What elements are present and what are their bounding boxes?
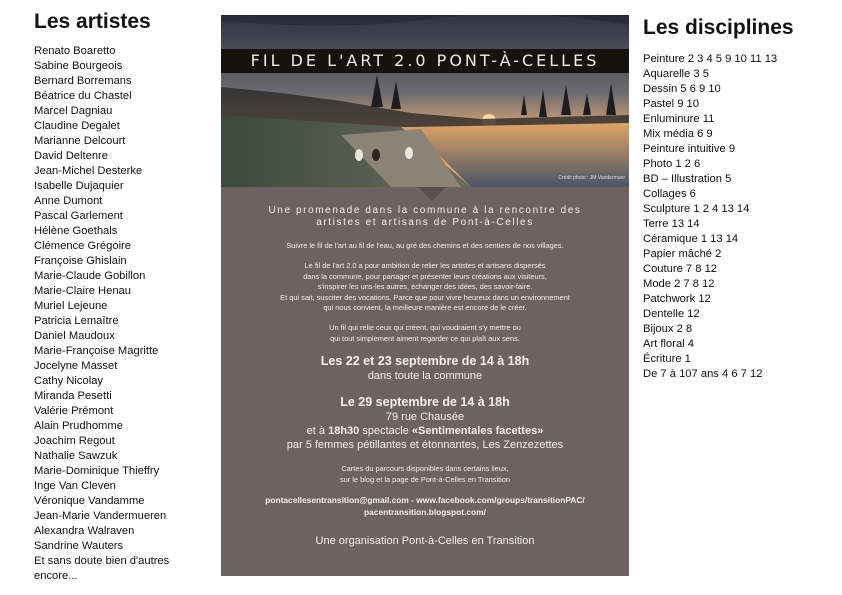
artist-name: Patricia Lemaître (34, 315, 119, 327)
ambition-line: qui nous convient, la meilleure manière est encore de le créer. (323, 303, 527, 313)
artist-name: Marcel Dagniau (34, 105, 113, 117)
date-weekend-location: dans toute la commune (367, 370, 483, 383)
discipline-item: Enluminure 11 (643, 113, 715, 125)
discipline-item: Peinture 2 3 4 5 9 10 11 13 (643, 53, 778, 65)
date-29: Le 29 septembre de 14 à 18h (340, 395, 510, 410)
date-29-address: 79 rue Chausée (385, 411, 465, 424)
discipline-item: Dentelle 12 (643, 308, 700, 320)
show-line (221, 424, 629, 438)
organisation: Une organisation Pont-à-Celles en Transition (315, 535, 535, 548)
discipline-item: Céramique 1 13 14 (643, 233, 739, 245)
discipline-item: Art floral 4 (643, 338, 694, 350)
fil-text (229, 323, 621, 344)
artist-name: Marie-Françoise Magritte (34, 345, 159, 357)
discipline-item: Collages 6 (643, 188, 696, 200)
artist-name: Daniel Maudoux (34, 330, 115, 342)
ambition-line: Le fil de l'art 2.0 a pour ambition de relier les artistes et artisans dispersés (304, 261, 546, 271)
maps-line: Cartes du parcours disponibles dans certains lieux, (341, 464, 509, 474)
intro-text: Suivre le fil de l'art au fil de l'eau, au gré des chemins et des sentiers de nos villages. (286, 241, 564, 250)
ambition-text (229, 261, 621, 313)
date-weekend: Les 22 et 23 septembre de 14 à 18h (320, 354, 530, 369)
show-troupe: par 5 femmes pétillantes et étonnantes, Les Zenzezettes (286, 439, 564, 452)
event-poster (221, 15, 629, 576)
artist-name: Miranda Pesetti (34, 390, 112, 402)
show-time: 18h30 (328, 425, 360, 438)
artist-name: Sabine Bourgeois (34, 60, 123, 72)
artist-name: Marie-Dominique Thieffry (34, 465, 160, 477)
artist-name: Isabelle Dujaquier (34, 180, 124, 192)
discipline-item: Dessin 5 6 9 10 (643, 83, 721, 95)
artist-name: Claudine Degalet (34, 120, 120, 132)
discipline-item: Couture 7 8 12 (643, 263, 718, 275)
ambition-line: dans la commune, pour partager et présenter leurs créations aux visiteurs, (303, 271, 547, 281)
ambition-line: s'inspirer les uns-les autres, échanger des idées, des savoir-faire. (317, 282, 533, 292)
artist-name: Jean-Michel Desterke (34, 165, 143, 177)
arrow-divider (418, 187, 446, 201)
maps-text (229, 464, 621, 485)
artist-name: Pascal Garlement (34, 210, 123, 222)
discipline-item: Terre 13 14 (643, 218, 700, 230)
discipline-item: Papier mâché 2 (643, 248, 722, 260)
maps-line: sur le blog et la page de Pont-à-Celles en Transition (339, 474, 511, 484)
artist-name: Alain Prudhomme (34, 420, 123, 432)
artist-name: Clémence Grégoire (34, 240, 132, 252)
artists-heading: Les artistes (34, 10, 151, 33)
artist-name: Jean-Marie Vandermueren (34, 510, 167, 522)
disciplines-list (643, 52, 838, 382)
discipline-item: Pastel 9 10 (643, 98, 699, 110)
artist-name: Anne Dumont (34, 195, 103, 207)
artist-name: Jocelyne Masset (34, 360, 118, 372)
artist-name: Cathy Nicolay (34, 375, 104, 387)
artist-name: Nathalie Sawzuk (34, 450, 118, 462)
disciplines-column (643, 16, 838, 382)
ambition-line: Et qui sait, susciter des vocations. Parce que pour vivre heureux dans un environnement (280, 292, 570, 302)
poster-title: FIL DE L'ART 2.0 PONT-À-CELLES (221, 49, 629, 73)
canal-sunset-photo (221, 15, 629, 187)
discipline-item: Patchwork 12 (643, 293, 711, 305)
show-title: «Sentimentales facettes» (411, 425, 544, 438)
artist-name: Bernard Borremans (34, 75, 132, 87)
poster-body (221, 205, 629, 548)
artist-name: Alexandra Walraven (34, 525, 135, 537)
contacts (221, 495, 629, 518)
artist-name: Marie-Claire Henau (34, 285, 131, 297)
disciplines-heading: Les disciplines (643, 16, 794, 39)
discipline-item: Aquarelle 3 5 (643, 68, 709, 80)
discipline-item: BD – Illustration 5 (643, 173, 732, 185)
contact-email-facebook: pontacellesentransition@gmail.com - www.facebook.com/groups/transitionPAC/ (265, 495, 585, 506)
artist-name: Sandrine Wauters (34, 540, 124, 552)
artist-name: Véronique Vandamme (34, 495, 145, 507)
artist-name: David Deltenre (34, 150, 108, 162)
tagline (221, 205, 629, 229)
blog-url: pacentransition.blogspot.com/ (364, 506, 486, 517)
discipline-item: Bijoux 2 8 (643, 323, 693, 335)
discipline-item: Peinture intuitive 9 (643, 143, 736, 155)
show-prefix: et à (306, 425, 329, 438)
artist-name: Renato Boaretto (34, 45, 116, 57)
artist-name: Joachim Regout (34, 435, 115, 447)
artist-name: Valérie Prémont (34, 405, 114, 417)
tagline-line: artistes et artisans de Pont-à-Celles (316, 217, 534, 228)
artists-column (34, 10, 214, 584)
fil-line: qui tout simplement aiment regarder ce qui plaît aux sens. (330, 333, 520, 343)
discipline-item: Écriture 1 (643, 353, 691, 365)
discipline-item: Sculpture 1 2 4 13 14 (643, 203, 750, 215)
fil-line: Un fil qui relie ceux qui créent, qui voudraient s'y mettre ou (329, 323, 521, 333)
artist-name: Marie-Claude Gobillon (34, 270, 146, 282)
discipline-item: De 7 à 107 ans 4 6 7 12 (643, 368, 763, 380)
artist-name: Inge Van Cleven (34, 480, 116, 492)
artist-name: Françoise Ghislain (34, 255, 127, 267)
photo-credit: Crédit photo : JM Vandermuer (558, 175, 625, 181)
artists-list (34, 44, 214, 584)
artist-name: Marianne Delcourt (34, 135, 126, 147)
discipline-item: Mode 2 7 8 12 (643, 278, 715, 290)
artist-name: Hélène Goethals (34, 225, 118, 237)
discipline-item: Photo 1 2 6 (643, 158, 701, 170)
artist-name: Béatrice du Chastel (34, 90, 132, 102)
tagline-line: Une promenade dans la commune à la rencontre des (268, 205, 582, 216)
artist-name: Muriel Lejeune (34, 300, 108, 312)
artists-footer: Et sans doute bien d'autres encore... (34, 555, 170, 582)
discipline-item: Mix média 6 9 (643, 128, 713, 140)
show-mid: spectacle (359, 425, 412, 438)
